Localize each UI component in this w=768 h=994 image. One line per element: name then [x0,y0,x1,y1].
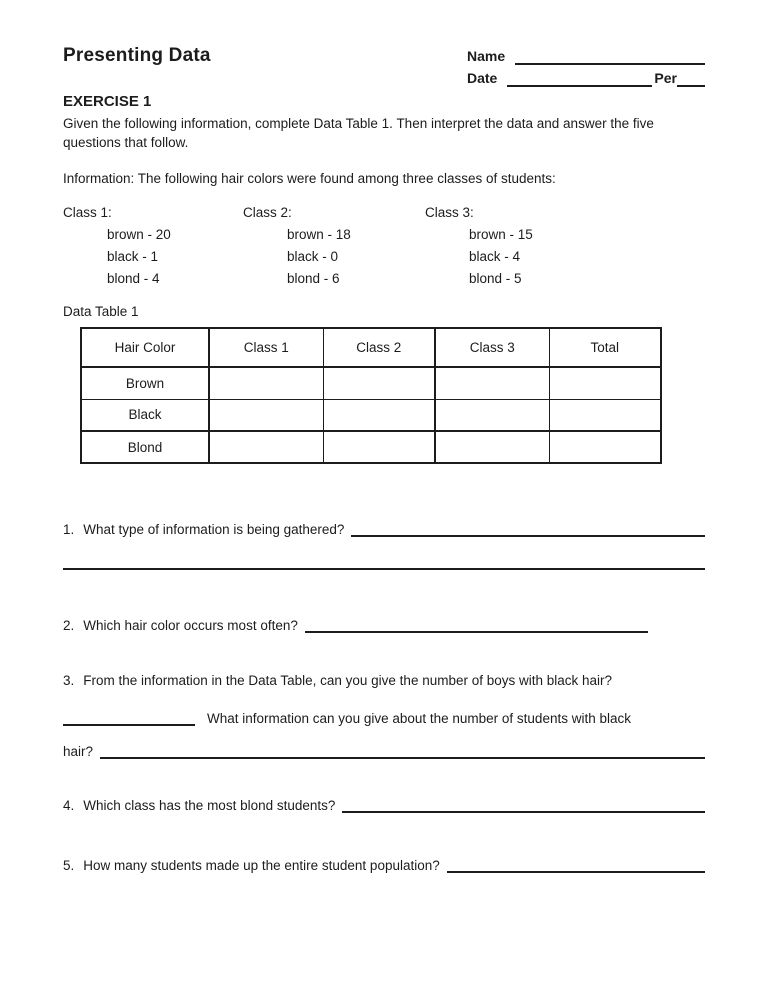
class-3-label: Class 3: [425,205,474,220]
table-cell [549,367,661,399]
question-1 [63,521,705,538]
table-row-black [81,399,661,431]
per-label: Per [654,70,677,86]
question-1-text: What type of information is being gathered? [83,522,345,537]
question-3-number: 3. [63,673,75,688]
table-cell [549,431,661,463]
information-intro: Information: The following hair colors were found among three classes of students: [63,171,556,186]
class-1-entry: black - 1 [107,249,159,264]
header-class-2: Class 2 [323,328,435,367]
name-label: Name [467,48,506,64]
class-3-entry: brown - 15 [469,227,533,242]
question-1-answer-line-2 [63,568,705,570]
class-1-entry: blond - 4 [107,271,160,286]
class-1-list [63,202,243,290]
class-2-label: Class 2: [243,205,292,220]
question-2-text: Which hair color occurs most often? [83,618,298,633]
name-answer-line [515,63,705,65]
question-4 [63,797,705,814]
header-total: Total [549,328,661,367]
question-3-text: From the information in the Data Table, can you give the number of boys with black hair? [83,673,613,688]
class-2-entry: blond - 6 [287,271,340,286]
question-3-answer-line-1 [63,724,195,726]
question-4-number: 4. [63,798,75,813]
question-5-answer-line [447,871,705,873]
question-3 [63,672,705,689]
question-2-number: 2. [63,618,75,633]
row-label: Brown [81,367,209,399]
header-hair-color: Hair Color [81,328,209,367]
table-cell [323,431,435,463]
date-answer-line [507,85,652,87]
header-class-3: Class 3 [435,328,549,367]
class-2-entry: black - 0 [287,249,339,264]
table-cell [435,367,549,399]
question-5-text: How many students made up the entire student population? [83,858,440,873]
class-1-label: Class 1: [63,205,112,220]
question-5-number: 5. [63,858,75,873]
table-cell [209,367,323,399]
question-3-line-3 [63,743,705,760]
question-2 [63,617,705,634]
row-label: Black [81,399,209,431]
page-header [63,45,705,89]
class-2-entry: brown - 18 [287,227,351,242]
table-header-row [81,328,661,367]
table-cell [435,431,549,463]
table-caption: Data Table 1 [63,304,139,319]
table-cell [209,399,323,431]
table-cell [209,431,323,463]
question-4-answer-line [342,811,705,813]
question-3-text-2: What information can you give about the number of students with black [207,711,631,726]
header-class-1: Class 1 [209,328,323,367]
table-cell [323,399,435,431]
class-3-entry: black - 4 [469,249,521,264]
name-date-block [467,45,705,89]
table-row-brown [81,367,661,399]
date-row [467,67,705,89]
name-row [467,45,705,67]
exercise-heading: EXERCISE 1 [63,93,152,110]
question-3-line-2 [63,710,705,727]
class-1-entry: brown - 20 [107,227,171,242]
page-title: Presenting Data [63,45,211,66]
table-row-blond [81,431,661,463]
question-1-number: 1. [63,522,75,537]
question-4-text: Which class has the most blond students? [83,798,336,813]
question-1-answer-line [351,535,705,537]
question-3-answer-line-2 [100,757,705,759]
class-3-entry: blond - 5 [469,271,522,286]
per-answer-line [677,85,705,87]
table-cell [323,367,435,399]
class-3-list [425,202,533,290]
table-cell [435,399,549,431]
date-label: Date [467,70,498,86]
class-2-list [243,202,425,290]
row-label: Blond [81,431,209,463]
table-cell [549,399,661,431]
question-5 [63,857,705,874]
class-lists [63,202,705,290]
data-table-1 [80,327,662,464]
question-3-text-3: hair? [63,744,94,759]
question-2-answer-line [305,631,648,633]
exercise-instructions: Given the following information, complete Data Table 1. Then interpret the data and answer the five questions that follow. [63,116,654,150]
